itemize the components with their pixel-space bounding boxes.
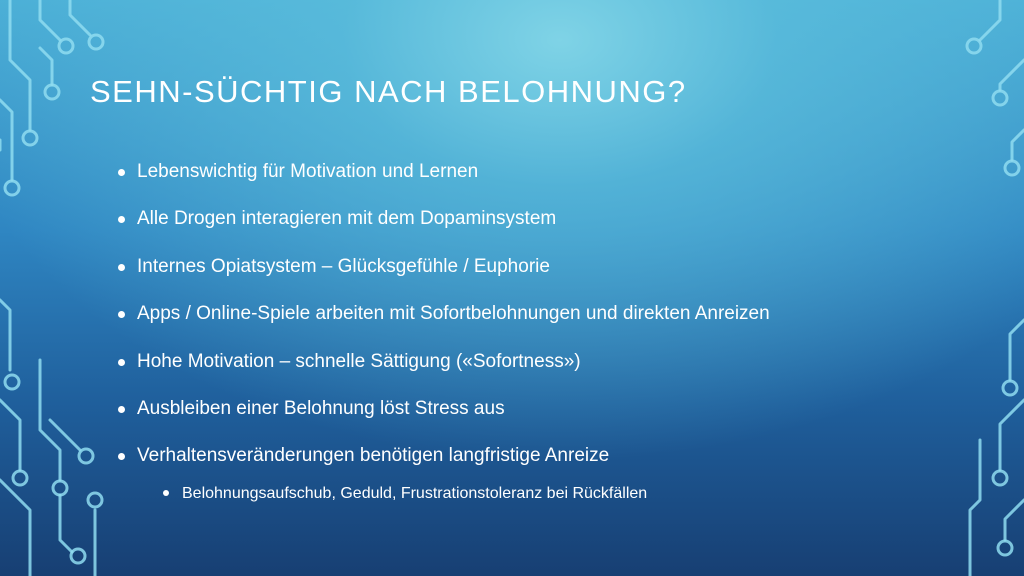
bullet-text: Hohe Motivation – schnelle Sättigung («Sofortness») [137,350,581,372]
bullet-dot-icon [118,216,125,223]
slide-title: SEHN-SÜCHTIG NACH BELOHNUNG? [90,74,687,109]
bullet-text: Lebenswichtig für Motivation und Lernen [137,161,479,182]
bullet-dot-icon [118,311,125,318]
bullet-item [117,302,770,326]
bullet-text: Apps / Online-Spiele arbeiten mit Sofortbelohnungen und direkten Anreizen [137,303,770,325]
sub-bullet-dot-icon [163,490,169,496]
bullet-text: Internes Opiatsystem – Glücksgefühle / Euphorie [137,255,550,277]
bullet-text: Verhaltensveränderungen benötigen langfristige Anreize [137,445,610,467]
bullet-item [117,207,770,231]
bullet-dot-icon [118,264,125,271]
bullet-text: Alle Drogen interagieren mit dem Dopaminsystem [137,208,557,230]
bullet-dot-icon [118,359,125,366]
bullet-item [117,255,770,279]
bullet-dot-icon [118,169,125,176]
bullet-text: Ausbleiben einer Belohnung löst Stress aus [137,397,505,419]
bullet-item [117,160,770,184]
bullet-dot-icon [118,406,125,413]
sub-bullet-item [162,482,770,506]
bullet-list [117,160,770,529]
sub-bullet-text: Belohnungsaufschub, Geduld, Frustrationstoleranz bei Rückfällen [182,484,648,502]
bullet-item [117,397,770,421]
bullet-item [117,350,770,374]
bullet-dot-icon [118,453,125,460]
bullet-item [117,444,770,468]
